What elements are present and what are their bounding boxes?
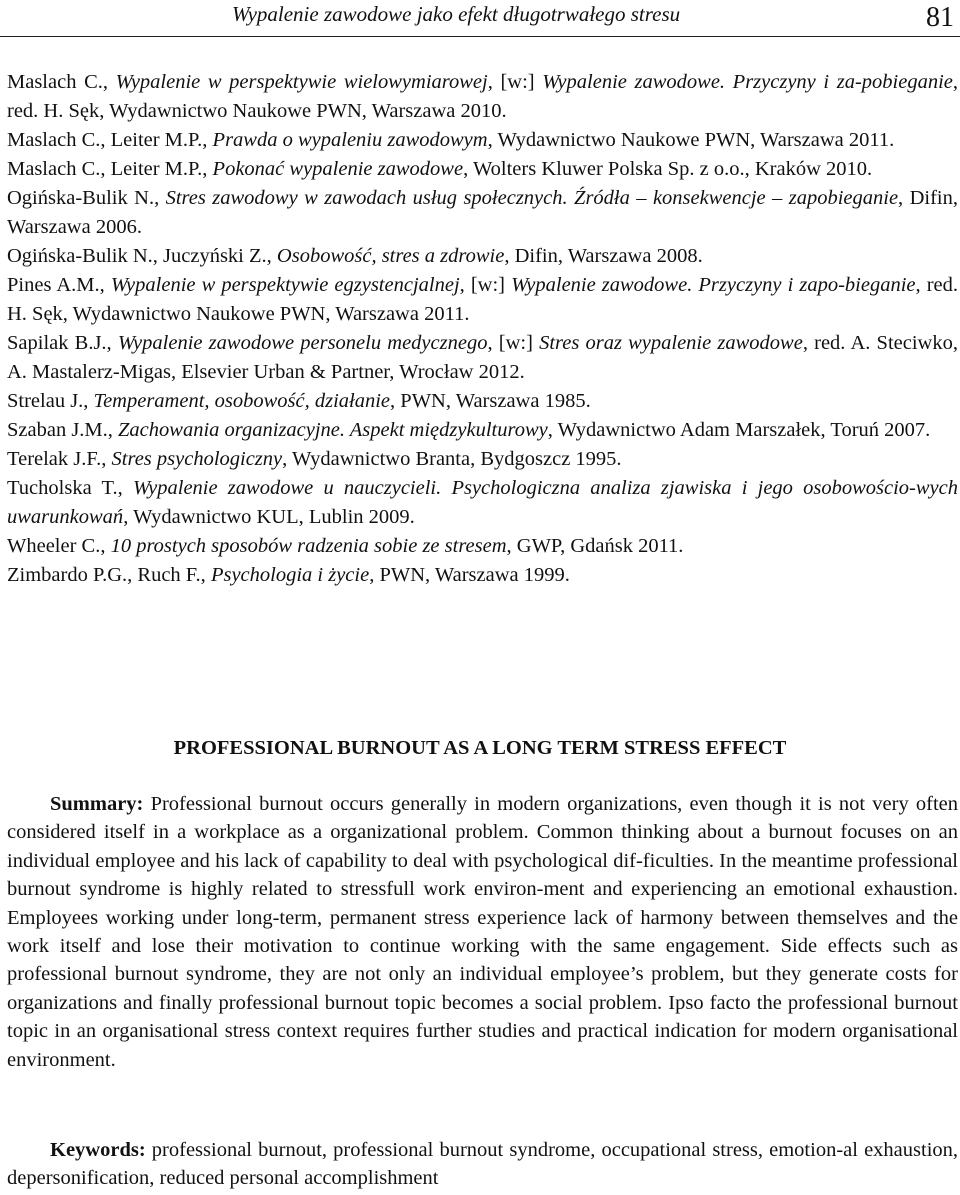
- bib-entry: Ogińska-Bulik N., Stres zawodowy w zawodach usług społecznych. Źródła – konsekwencje – zapobieganie, Difin, Warszawa 2006.: [7, 187, 958, 238]
- summary-label: Summary:: [50, 793, 144, 815]
- keywords-paragraph: [7, 1136, 958, 1193]
- running-header: [0, 0, 960, 37]
- summary-heading: PROFESSIONAL BURNOUT AS A LONG TERM STRESS EFFECT: [173, 737, 787, 759]
- bib-entry: Maslach C., Wypalenie w perspektywie wielowymiarowej, [w:] Wypalenie zawodowe. Przyczyny i za-pobieganie, red. H. Sęk, Wydawnictwo Naukowe PWN, Warszawa 2010.: [7, 71, 958, 122]
- bib-entry: Sapilak B.J., Wypalenie zawodowe personelu medycznego, [w:] Stres oraz wypalenie zawodowe, red. A. Steciwko, A. Mastalerz-Migas, Elsevier Urban & Partner, Wrocław 2012.: [7, 332, 958, 383]
- keywords-label: Keywords:: [50, 1139, 146, 1161]
- running-title: Wypalenie zawodowe jako efekt długotrwałego stresu: [232, 2, 681, 26]
- bib-entry: Maslach C., Leiter M.P., Prawda o wypaleniu zawodowym, Wydawnictwo Naukowe PWN, Warszawa 2011.: [7, 129, 895, 151]
- bib-entry: Tucholska T., Wypalenie zawodowe u nauczycieli. Psychologiczna analiza zjawiska i jego osobowościo-wych uwarunkowań, Wydawnictwo KUL, Lublin 2009.: [7, 477, 958, 528]
- summary-paragraph: [7, 790, 958, 1074]
- page-number: 81: [926, 2, 954, 33]
- bib-entry: Pines A.M., Wypalenie w perspektywie egzystencjalnej, [w:] Wypalenie zawodowe. Przyczyny i zapo-bieganie, red. H. Sęk, Wydawnictwo Naukowe PWN, Warszawa 2011.: [7, 274, 958, 325]
- bibliography: [7, 68, 958, 590]
- bib-entry: Strelau J., Temperament, osobowość, działanie, PWN, Warszawa 1985.: [7, 390, 591, 412]
- bib-entry: Zimbardo P.G., Ruch F., Psychologia i życie, PWN, Warszawa 1999.: [7, 564, 570, 586]
- bib-entry: Ogińska-Bulik N., Juczyński Z., Osobowość, stres a zdrowie, Difin, Warszawa 2008.: [7, 245, 703, 267]
- bib-entry: Maslach C., Leiter M.P., Pokonać wypalenie zawodowe, Wolters Kluwer Polska Sp. z o.o., Kraków 2010.: [7, 158, 873, 180]
- keywords-text: professional burnout, professional burnout syndrome, occupational stress, emotion-al exhaustion, depersonification, reduced personal accomplishment: [7, 1139, 959, 1190]
- bib-entry: Wheeler C., 10 prostych sposobów radzenia sobie ze stresem, GWP, Gdańsk 2011.: [7, 535, 684, 557]
- bib-entry: Terelak J.F., Stres psychologiczny, Wydawnictwo Branta, Bydgoszcz 1995.: [7, 448, 622, 470]
- bib-entry: Szaban J.M., Zachowania organizacyjne. Aspekt międzykulturowy, Wydawnictwo Adam Marszałek, Toruń 2007.: [7, 419, 931, 441]
- summary-text: Professional burnout occurs generally in modern organizations, even though it is not very often considered itself in a workplace as a organizational problem. Common thinking about a burnout focuses on an individual employee and his lack of capability to deal with psychological dif-ficulties. In the meantime professional burnout syndrome is highly related to stressfull work environ-ment and experiencing an emotional exhaustion. Employees working under long-term, permanent stress experience lack of harmony between themselves and the work itself and lose their motivation to continue working with the same engagement. Side effects such as professional burnout syndrome, they are not only an individual employee’s problem, but they generate costs for organizations and finally professional burnout topic becomes a social problem. Ipso facto the professional burnout topic in an organisational stress context requires further studies and practical indication for modern organisational environment.: [7, 793, 958, 1071]
